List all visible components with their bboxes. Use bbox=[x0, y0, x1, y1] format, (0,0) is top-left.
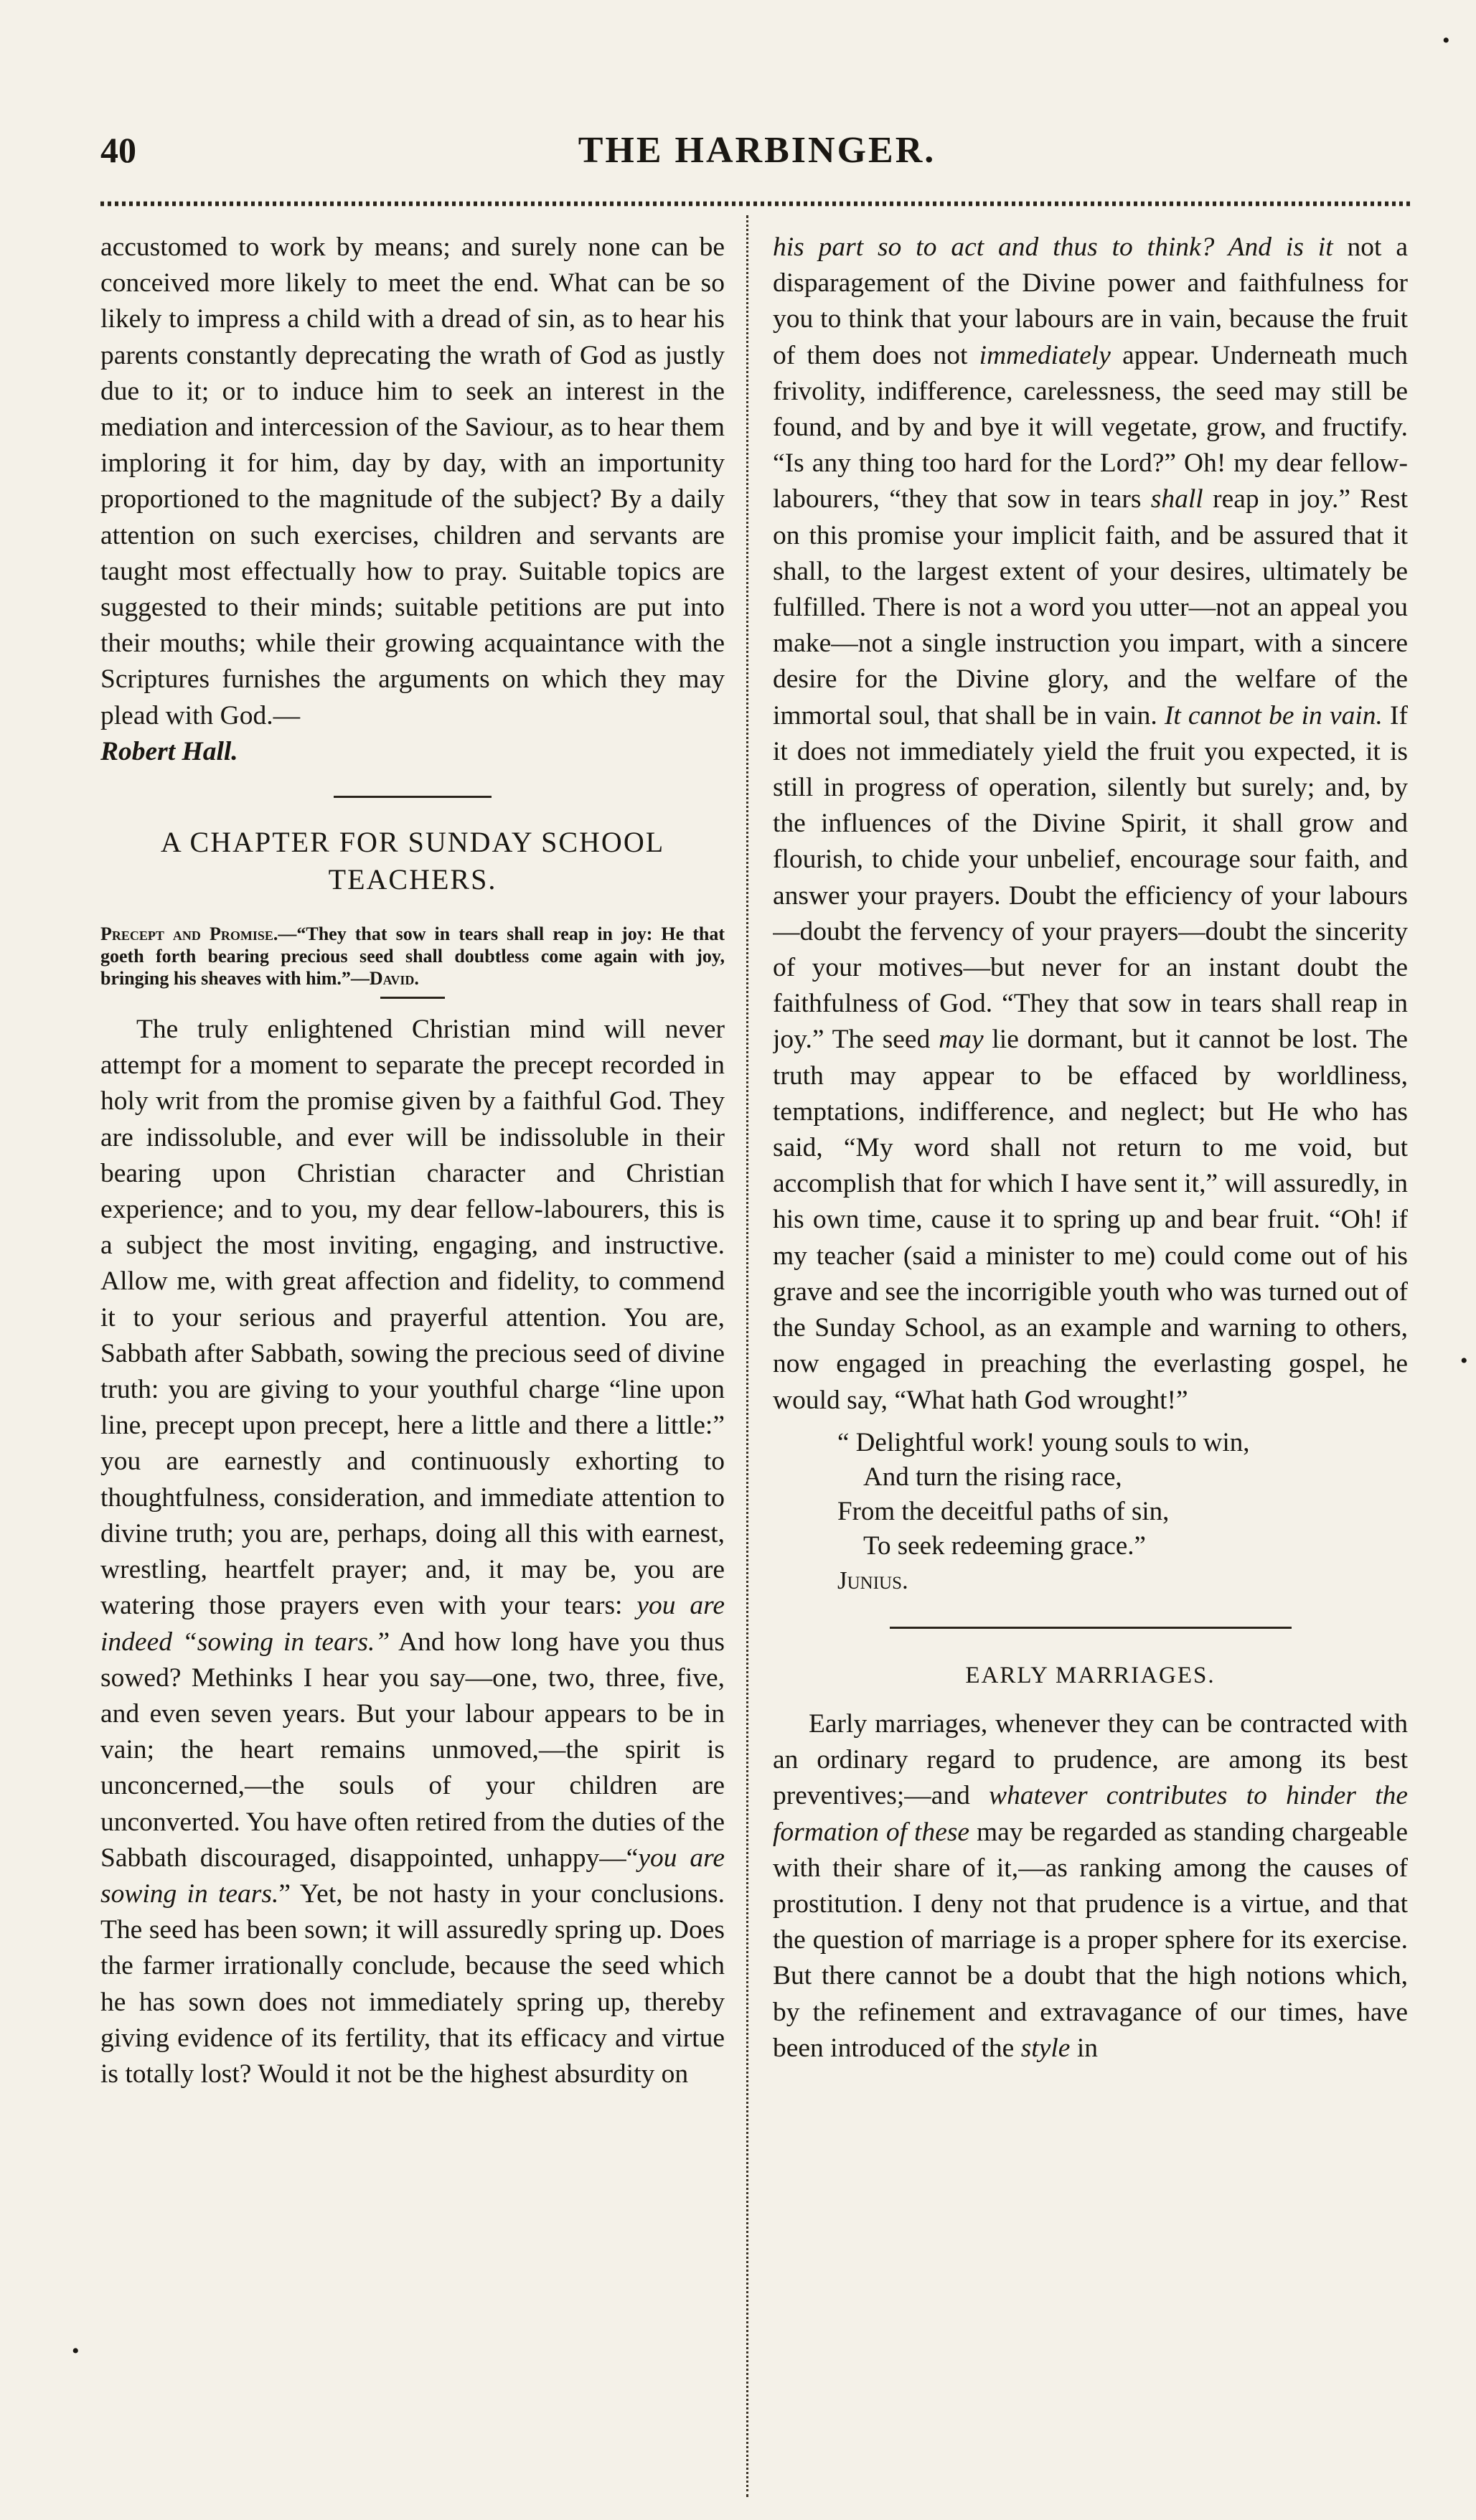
body-italic: you are indeed “sowing in tears.” bbox=[100, 1591, 725, 1657]
left-column bbox=[100, 230, 725, 2490]
continued-text: accustomed to work by means; and surely none can be conceived more likely to meet the end. What can be so likely to impress a child with a dread of sin, as to hear his parents constantly deprecating the wrath of God as justly due to it; or to induce him to seek an interest in the mediation and intercession of the Saviour, as to hear them imploring it for him, day by day, with an importunity proportioned to the magnitude of the subject? By a daily attention on such exercises, children and servants are taught most effectually how to pray. Suitable topics are suggested to their minds; suitable petitions are put into their mouths; while their growing acquaintance with the Scriptures furnishes the arguments on which they may plead with God.— bbox=[100, 232, 725, 730]
body-italic: you are sowing in tears. bbox=[100, 1843, 725, 1909]
continued-paragraph bbox=[100, 230, 725, 734]
verse bbox=[837, 1426, 1408, 1598]
verse-line: From the deceitful paths of sin, bbox=[837, 1496, 1170, 1526]
speck-mark: • bbox=[1442, 29, 1450, 52]
body-text: lie dormant, but it cannot be lost. The truth may appear to be effaced by worldliness, temptations, indifference, and neglect; but He who has said, “My word shall not return to me void, but accomplish that for which I have sent it,” will assuredly, in his own time, cause it to spring up and bear fruit. “Oh! if my teacher (said a minister to me) could come out of his grave and see the incorrigible youth who was turned out of the Sunday School, as an example and warning to others, now engaged in preaching the everlasting gospel, he would say, “What hath God wrought!” bbox=[773, 1025, 1408, 1415]
marriages-body bbox=[773, 1706, 1408, 2067]
epigraph-rule bbox=[380, 997, 445, 999]
body-italic: may bbox=[939, 1025, 984, 1055]
body-italic: style bbox=[1020, 2033, 1071, 2063]
verse-line: To seek redeeming grace.” bbox=[863, 1531, 1146, 1561]
attribution bbox=[100, 734, 725, 770]
chapter-body bbox=[100, 1012, 725, 2092]
right-column bbox=[773, 230, 1408, 2490]
epigraph-source: David. bbox=[369, 968, 419, 989]
body-text: appear. Underneath much frivolity, indifference, carelessness, the seed may still be found, and by and bye it will vegetate, grow, and fructify. “Is any thing too hard for the Lord?” Oh! my dear fellow-labourers, “they that sow in tears bbox=[773, 340, 1408, 514]
body-italic: whatever contributes to hinder the formation of these bbox=[773, 1781, 1408, 1847]
verse-line: And turn the rising race, bbox=[863, 1462, 1122, 1492]
epigraph-label: Precept and Promise. bbox=[100, 923, 278, 945]
body-italic: It cannot be in vain. bbox=[1164, 700, 1383, 730]
epigraph-text: —“They that sow in tears shall reap in joy: He that goeth forth bearing precious seed shall doubtless come again with joy, bringing his sheaves with him.”— bbox=[100, 923, 725, 989]
page-number: 40 bbox=[100, 130, 136, 170]
body-italic: his part so to act and thus to think? And is it bbox=[773, 232, 1333, 262]
body-text: may be regarded as standing chargeable with their share of it,—as ranking among the causes of prostitution. I deny not that prudence is a virtue, and that the question of marriage is a proper sphere for its exercise. But there cannot be a doubt that the high notions which, by the refinement and extravagance of our times, have been introduced of the bbox=[773, 1817, 1408, 2063]
header-rule bbox=[100, 198, 1414, 210]
section-rule bbox=[890, 1627, 1292, 1629]
body-italic: immediately bbox=[979, 340, 1111, 370]
body-text: If it does not immediately yield the fruit you expected, it is still in progress of operation, silently but surely; and, by the influences of the Divine Spirit, it shall grow and flourish, to chide your unbelief, encourage sour faith, and answer your prayers. Doubt the efficiency of your labours—doubt the fervency of your prayers—doubt the sincerity of your motives—but never for an instant doubt the faithfulness of God. “They that sow in tears shall reap in joy.” The seed bbox=[773, 700, 1408, 1055]
section-rule bbox=[334, 796, 492, 798]
speck-mark: • bbox=[1460, 1349, 1468, 1373]
column-divider bbox=[746, 215, 756, 2497]
chapter-title: A CHAPTER FOR SUNDAY SCHOOL TEACHERS. bbox=[160, 826, 665, 896]
body-italic: shall bbox=[1150, 484, 1203, 514]
chapter-body-continued bbox=[773, 230, 1408, 1419]
speck-mark: • bbox=[72, 2339, 80, 2363]
verse-author: Junius. bbox=[837, 1566, 908, 1594]
body-text: And how long have you thus sowed? Methinks I hear you say—one, two, three, five, and even seven years. But your labour appears to be in vain; the heart remains unmoved,—the spirit is unconcerned,—the souls of your children are unconverted. You have often retired from the duties of the Sabbath discouraged, disappointed, unhappy—“ bbox=[100, 1627, 725, 1873]
body-text: reap in joy.” Rest on this promise your implicit faith, and be assured that it shall, to the largest extent of your desires, ultimately be fulfilled. There is not a word you utter—not an appeal you make—not a single instruction you impart, with a sincere desire for the Divine glory, and the welfare of the immortal soul, that shall be in vain. bbox=[773, 484, 1408, 730]
section-title: EARLY MARRIAGES. bbox=[965, 1662, 1216, 1688]
running-title: THE HARBINGER. bbox=[578, 130, 936, 171]
attribution-text: Robert Hall. bbox=[100, 736, 238, 766]
page-header bbox=[100, 129, 1414, 179]
body-text: not a disparagement of the Divine power and faithfulness for you to think that your labours are in vain, because the fruit of them does not bbox=[773, 232, 1408, 370]
body-text: in bbox=[1070, 2033, 1098, 2063]
body-text: ” Yet, be not hasty in your conclusions. The seed has been sown; it will assuredly spring up. Does the farmer irrationally conclude, because the seed which he has sown does not immediately spring up, thereby giving evidence of its fertility, that its efficacy and virtue is totally lost? Would it not be the highest absurdity on bbox=[100, 1879, 725, 2089]
epigraph bbox=[100, 923, 725, 989]
verse-line: “ Delightful work! young souls to win, bbox=[837, 1427, 1250, 1457]
body-text: Early marriages, whenever they can be contracted with an ordinary regard to prudence, are among its best preventives;—and bbox=[773, 1708, 1408, 1811]
body-text: The truly enlightened Christian mind will never attempt for a moment to separate the precept recorded in holy writ from the promise given by a faithful God. They are indissoluble, and ever will be indissoluble in their bearing upon Christian character and Christian experience; and to you, my dear fellow-labourers, this is a subject the most inviting, engaging, and instructive. Allow me, with great affection and fidelity, to commend it to your serious and prayerful attention. You are, Sabbath after Sabbath, sowing the precious seed of divine truth: you are giving to your youthful charge “line upon line, precept upon precept, here a little and there a little:” you are earnestly and continuously exhorting to thoughtfulness, consideration, and immediate attention to divine truth; you are, perhaps, doing all this with earnest, wrestling, heartfelt prayer; and, it may be, you are watering those prayers even with your tears: bbox=[100, 1015, 725, 1621]
